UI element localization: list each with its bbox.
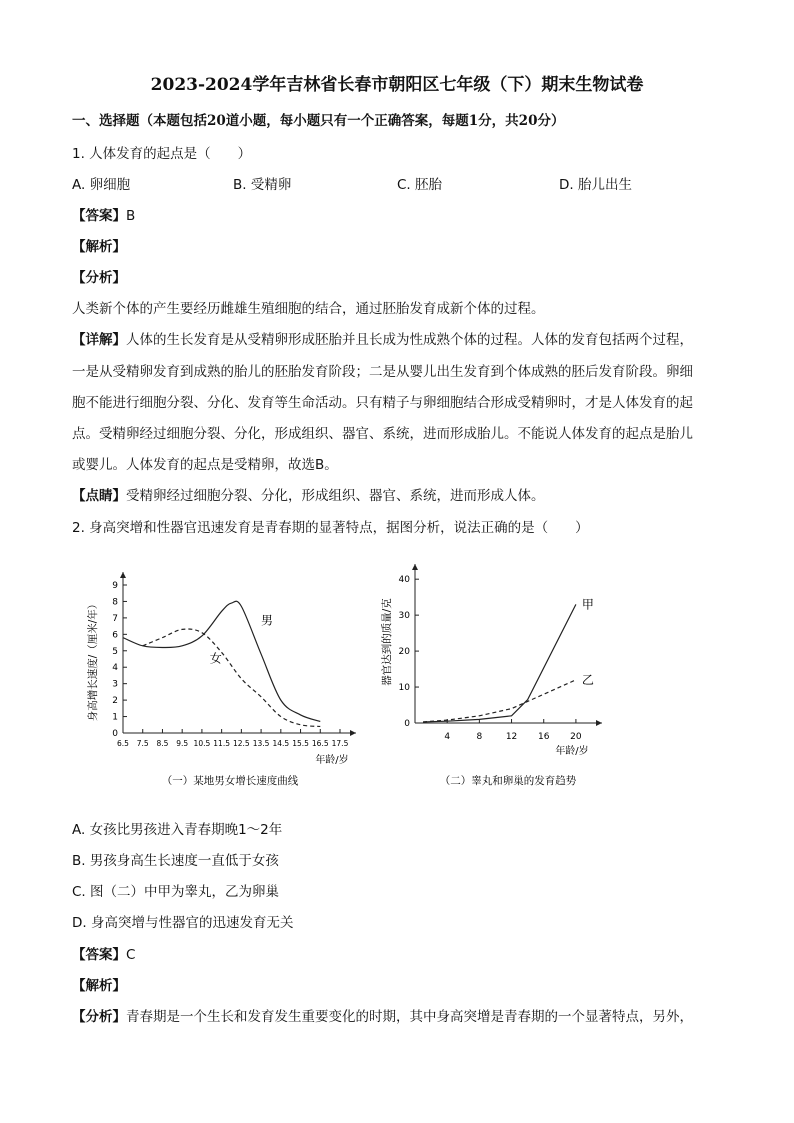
q1-option-b: B. 受精卵: [233, 177, 292, 193]
q2-fenxi: [72, 1005, 693, 1025]
y-tick-label: 2: [112, 696, 118, 707]
q2-answer: [72, 943, 135, 963]
x-tick-label: 16: [538, 732, 550, 742]
series-line-jia: [423, 604, 576, 722]
q1-fenxi: 人类新个体的产生要经历雌雄生殖细胞的结合，通过胚胎发育成新个体的过程。: [72, 301, 545, 317]
q2-option-a: A. 女孩比男孩进入青春期晚1～2年: [72, 822, 283, 838]
xiangjie-text: 人体的生长发育是从受精卵形成胚胎并且长成为性成熟个体的过程。人体的发育包括两个过程，: [126, 332, 693, 348]
q1-xiangjie-line: 点。受精卵经过细胞分裂、分化，形成组织、器官、系统，进而形成胎儿。不能说人体发育的起点是胎儿: [72, 426, 693, 442]
chart-caption: （一）某地男女增长速度曲线: [161, 775, 299, 787]
y-tick-label: 9: [112, 581, 118, 591]
y-tick-label: 30: [398, 611, 410, 622]
answer-value: B: [126, 208, 136, 224]
x-tick-label: 4: [444, 732, 451, 742]
y-tick-label: 0: [404, 719, 410, 729]
q1-option-a: A. 卵细胞: [72, 177, 131, 193]
series-label-female: 女: [209, 651, 222, 666]
xiangjie-tag: 【详解】: [72, 332, 126, 348]
x-tick-label: 10.5: [193, 739, 211, 748]
x-tick-label: 8: [476, 732, 483, 742]
fenxi-text: 青春期是一个生长和发育发生重要变化的时期，其中身高突增是青春期的一个显著特点，另外，: [126, 1009, 693, 1025]
q1-option-c: C. 胚胎: [397, 177, 443, 193]
x-tick-label: 13.5: [252, 739, 270, 748]
fenxi-tag: 【分析】: [72, 1009, 126, 1025]
q1-jiexi-tag: 【解析】: [72, 239, 126, 255]
y-tick-label: 20: [398, 647, 410, 658]
y-tick-label: 6: [112, 630, 118, 641]
answer-tag: 【答案】: [72, 947, 126, 963]
x-axis-head: [350, 730, 356, 736]
x-tick-label: 12.5: [233, 739, 250, 748]
q1-xiangjie-line: 或婴儿。人体发育的起点是受精卵，故选B。: [72, 457, 338, 473]
dianjing-text: 受精卵经过细胞分裂、分化，形成组织、器官、系统，进而形成人体。: [126, 488, 545, 504]
growth-speed-chart: [70, 560, 370, 800]
y-axis-label: 器官达到的质量/克: [381, 598, 393, 686]
x-axis-label: 年龄/岁: [315, 755, 349, 766]
y-axis-head: [412, 564, 418, 570]
q2-option-d: D. 身高突增与性器官的迅速发育无关: [72, 915, 294, 931]
x-tick-label: 14.5: [272, 739, 290, 748]
x-tick-label: 20: [570, 732, 582, 742]
q1-fenxi-tag: 【分析】: [72, 270, 126, 286]
q2-option-c: C. 图（二）中甲为睾丸，乙为卵巢: [72, 884, 280, 900]
q1-option-d: D. 胎儿出生: [559, 177, 632, 193]
y-axis-head: [120, 572, 126, 578]
x-tick-label: 15.5: [292, 739, 309, 748]
q1-answer: [72, 204, 135, 224]
y-tick-label: 1: [112, 712, 118, 723]
q1-xiangjie-line: 胞不能进行细胞分裂、分化、发育等生命活动。只有精子与卵细胞结合形成受精卵时，才是人体发育的起: [72, 395, 693, 411]
y-axis-label: 身高增长速度/（厘米/年）: [87, 598, 99, 722]
q1-xiangjie-line: [72, 328, 693, 348]
y-tick-label: 7: [112, 613, 118, 624]
answer-tag: 【答案】: [72, 208, 126, 224]
answer-value: C: [126, 947, 136, 963]
series-label-yi: 乙: [581, 672, 594, 687]
page-title: 2023-2024学年吉林省长春市朝阳区七年级（下）期末生物试卷: [150, 75, 644, 95]
dianjing-tag: 【点睛】: [72, 488, 126, 504]
x-tick-label: 9.5: [176, 739, 189, 748]
organ-development-chart: [370, 560, 630, 800]
x-tick-label: 12: [505, 732, 518, 742]
y-tick-label: 3: [112, 679, 118, 690]
y-tick-label: 40: [398, 575, 410, 586]
x-tick-label: 6.5: [117, 739, 129, 748]
q1-stem: 1. 人体发育的起点是（ ）: [72, 146, 252, 162]
x-axis-label: 年龄/岁: [555, 746, 589, 757]
series-label-male: 男: [261, 613, 274, 628]
series-label-jia: 甲: [581, 597, 594, 612]
x-tick-label: 8.5: [156, 739, 169, 748]
x-axis-head: [596, 720, 602, 726]
y-tick-label: 4: [112, 663, 118, 674]
series-line-yi: [423, 680, 576, 722]
x-tick-label: 7.5: [136, 739, 149, 748]
q2-stem: 2. 身高突增和性器官迅速发育是青春期的显著特点，据图分析，说法正确的是（ ）: [72, 520, 589, 536]
y-tick-label: 0: [112, 729, 118, 739]
y-tick-label: 10: [398, 683, 410, 694]
q2-option-b: B. 男孩身高生长速度一直低于女孩: [72, 853, 279, 869]
y-tick-label: 5: [112, 646, 118, 657]
q1-dianjing: [72, 484, 545, 504]
x-tick-label: 17.5: [331, 739, 349, 748]
chart-caption: （二）睾丸和卵巢的发育趋势: [439, 775, 577, 787]
x-tick-label: 11.5: [213, 739, 230, 748]
y-tick-label: 8: [112, 597, 118, 608]
section-heading: 一、选择题（本题包括20道小题，每小题只有一个正确答案，每题1分，共20分）: [72, 113, 565, 129]
q1-xiangjie-line: 一是从受精卵发育到成熟的胎儿的胚胎发育阶段；二是从婴儿出生发育到个体成熟的胚后发育阶段。卵细: [72, 364, 693, 380]
q2-jiexi-tag: 【解析】: [72, 978, 126, 994]
x-tick-label: 16.5: [311, 739, 329, 748]
